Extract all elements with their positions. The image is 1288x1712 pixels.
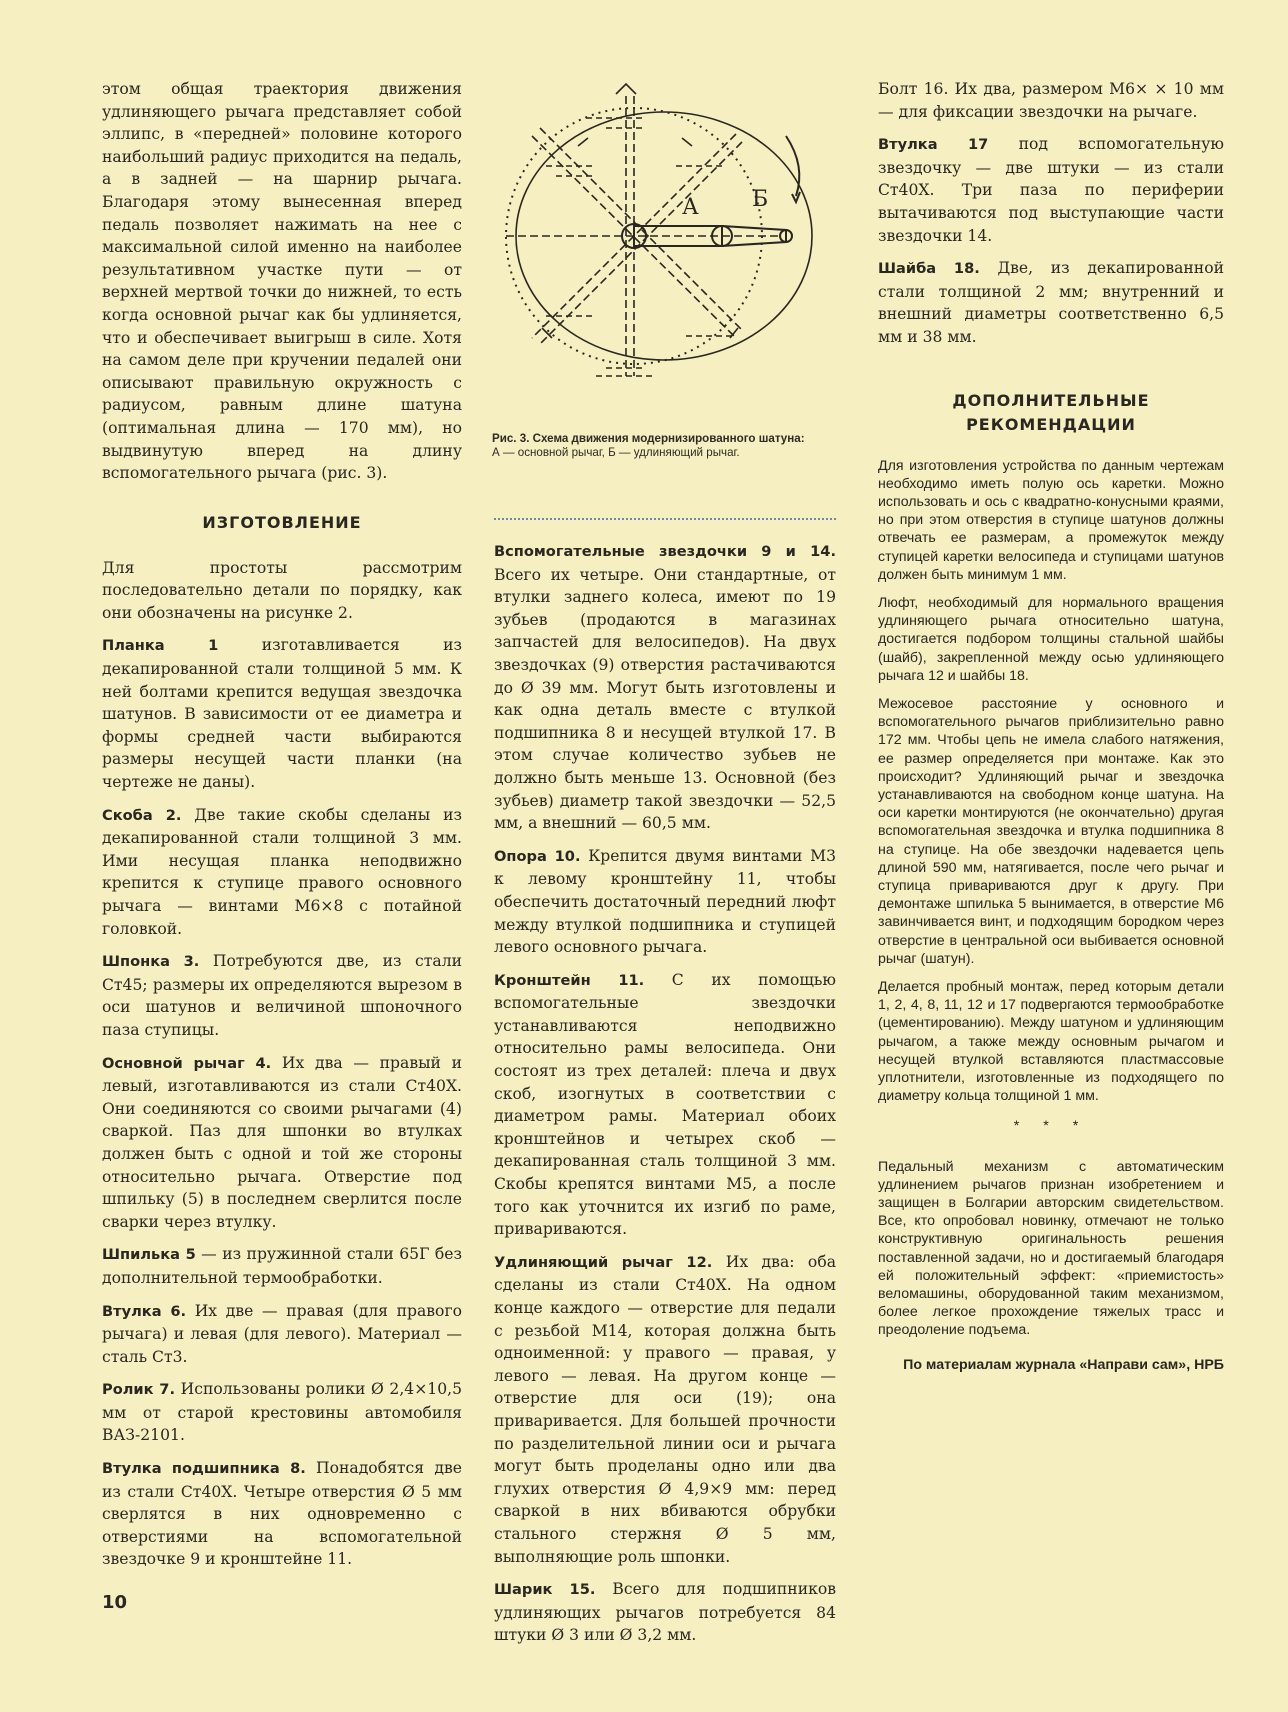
dotted-divider	[494, 518, 836, 520]
figure-caption	[492, 432, 836, 459]
column-1	[102, 78, 462, 1581]
item-paragraph: Шарик 15. Всего для подшипников удлиняющих рычагов потребуется 84 штуки Ø 3 или Ø 3,2 мм.	[494, 1580, 837, 1645]
heading-line-1: ДОПОЛНИТЕЛЬНЫЕ	[952, 390, 1150, 410]
item-paragraph: Втулка 17 под вспомогательную звездочку — две штуки — из стали Ст40Х. Три паза по периферии вытачиваются под выступающие части звездочки 14.	[878, 135, 1224, 245]
item-paragraph: Ролик 7. Использованы ролики Ø 2,4×10,5 мм от старой крестовины автомобиля ВАЗ-2101.	[102, 1380, 462, 1445]
section-heading-manufacturing: ИЗГОТОВЛЕНИЕ	[202, 512, 362, 532]
bolt-paragraph: Болт 16. Их два, размером М6× × 10 мм — для фиксации звездочки на рычаге.	[878, 80, 1224, 121]
figure-label-a: А	[682, 195, 699, 220]
column-3	[878, 78, 1224, 1384]
column-2	[494, 540, 836, 1657]
page-number: 10	[102, 1592, 128, 1613]
figure-label-b: Б	[752, 187, 769, 212]
item-paragraph: Планка 1 изготавливается из декапированной стали толщиной 5 мм. К ней болтами крепится ведущая звездочка шатунов. В зависимости от ее диаметра и формы средней части выбираются размеры несущей части планки (на чертеже не даны).	[102, 636, 462, 792]
item-paragraph: Втулка 6. Их две — правая (для правого рычага) и левая (для левого). Материал — сталь Ст3.	[102, 1301, 462, 1366]
item-paragraph: Вспомогательные звездочки 9 и 14. Всего их четыре. Они стандартные, от втулки заднего колеса, имеют по 19 зубьев (продаются в магазинах запчастей для велосипедов). На двух звездочках (9) отверстия растачиваются до Ø 39 мм. Могут быть изготовлены и как одна деталь вместе с втулкой подшипника 8 и несущей втулкой 17. В этом случае количество зубьев не должно быть меньше 13. Основной (без зубьев) диаметр такой звездочки — 52,5 мм, а внешний — 60,5 мм.	[494, 543, 836, 833]
caption-text: А — основной рычаг, Б — удлиняющий рычаг.	[492, 445, 740, 459]
item-paragraph: Опора 10. Крепится двумя винтами М3 к левому кронштейну 11, чтобы обеспечить достаточный передний люфт между втулкой подшипника и ступицей левого основного рычага.	[494, 846, 837, 957]
item-paragraph: Шпонка 3. Потребуются две, из стали Ст45; размеры их определяются вырезом в оси шатунов и величиной шпоночного паза ступицы.	[102, 952, 462, 1039]
item-paragraph: Втулка подшипника 8. Понадобятся две из стали Ст40Х. Четыре отверстия Ø 5 мм сверлятся в них одновременно с отверстиями на вспомогательной звездочке 9 и кронштейне 11.	[102, 1459, 462, 1569]
order-paragraph: Для простоты рассмотрим последовательно детали по порядку, как они обозначены на рисунке 2.	[102, 558, 462, 622]
recommendations-text	[878, 457, 1224, 1374]
source-attribution: По материалам журнала «Направи сам», НРБ	[903, 1356, 1224, 1373]
figure-3-diagram	[486, 76, 846, 406]
caption-title: Рис. 3. Схема движения модернизированного шатуна:	[492, 432, 805, 445]
item-paragraph: Основной рычаг 4. Их два — правый и левый, изготавливаются из стали Ст40Х. Они соединяются со своими рычагами (4) сваркой. Паз для шпонки во втулках должен быть с одной и той же стороны относительно рычага. Отверстие под шпильку (5) в последнем сверлится после сварки через втулку.	[102, 1053, 462, 1231]
final-paragraph: Педальный механизм с автоматическим удлинением рычагов признан изобретением и защищен в Болгарии авторским свидетельством. Все, кто опробовал новинку, отмечают не только конструктивную оригинальность решения поставленной задачи, но и достигаемый благодаря ей положительный эффект: «приемистость» веломашины, оборудованной таким механизмом, более легкое прохождение тяжелых трасс и преодоление подъема.	[878, 1158, 1224, 1339]
rec-paragraph: Люфт, необходимый для нормального вращения удлиняющего рычага относительно шатуна, достигается подбором толщины стальной шайбы (шайб), закрепленной между осью удлиняющего рычага 12 и шайбы 18.	[878, 594, 1224, 684]
item-paragraph: Шайба 18. Две, из декапированной стали толщиной 2 мм; внутренний и внешний диаметры соответственно 6,5 мм и 38 мм.	[878, 259, 1224, 346]
item-paragraph: Шпилька 5 — из пружинной стали 65Г без дополнительной термообработки.	[102, 1245, 462, 1287]
rec-paragraph: Для изготовления устройства по данным чертежам необходимо иметь полую ось каретки. Можно использовать и ось с квадратно-конусными краями, но при этом отверстия в ступице шатунов должны отвечать ее размерам, а промежуток между ступицей каретки велосипеда и ступицами шатунов должен быть минимум 1 мм.	[878, 457, 1224, 583]
rec-paragraph: Межосевое расстояние у основного и вспомогательного рычагов приблизительно равно 172 мм. Чтобы цепь не имела слабого натяжения, ее размер определяется при монтаже. Как это происходит? Удлиняющий рычаг и звездочка устанавливаются на свободном конце шатуна. На оси каретки монтируются (не окончательно) другая вспомогательная звездочка и втулка подшипника 8 на ступице. На обе звездочки надевается цепь длиной 590 мм, натягивается, после чего рычаг и ступица привариваются друг к другу. При демонтаже шпилька 5 вынимается, в отверстие М6 завинчивается винт, и подходящим бородком через отверстие в центральной оси выбивается основной рычаг (шатун).	[878, 695, 1224, 967]
section-heading-recommendations	[878, 389, 1224, 437]
item-paragraph: Скоба 2. Две такие скобы сделаны из декапированной стали толщиной 3 мм. Ими несущая планка неподвижно крепится к ступице правого основного рычага — винтами М6×8 с потайной головкой.	[102, 805, 462, 938]
intro-paragraph: этом общая траектория движения удлиняющего рычага представляет собой эллипс, в «передней» половине которого наибольший радиус приходится на педаль, а в задней — на шарнир рычага. Благодаря этому вынесенная вперед педаль позволяет нажимать на нее с максимальной силой именно на наиболее результативном участке пути — от верхней мертвой точки до нижней, то есть когда основной рычаг как бы удлиняется, что и обеспечивает выигрыш в силе. Хотя на самом деле при кручении педалей они описывают правильную окружность с радиусом, равным длине шатуна (оптимальная длина — 170 мм), но выдвинутую вперед на длину вспомогательного рычага (рис. 3).	[102, 80, 462, 483]
heading-line-2: РЕКОМЕНДАЦИИ	[966, 414, 1136, 434]
rec-paragraph: Делается пробный монтаж, перед которым детали 1, 2, 4, 8, 11, 12 и 17 подвергаются термообработке (цементированию). Между шатуном и удлиняющим рычагом, а также между основным рычагом и несущей втулкой вставляются пластмассовые уплотнители, изготовленные из подходящего по диаметру кольца толщиной 1 мм.	[878, 979, 1224, 1105]
section-separator-stars: * * *	[1013, 1118, 1089, 1135]
item-paragraph: Кронштейн 11. С их помощью вспомогательные звездочки устанавливаются неподвижно относительно рамы велосипеда. Они состоят из трех деталей: плеча и двух скоб, изогнутых в соответствии с диаметром рамы. Материал обоих кронштейнов и четырех скоб — декапированная сталь толщиной 3 мм. Скобы крепятся винтами М5, а после того как уточнится их изгиб по раме, привариваются.	[494, 970, 836, 1239]
item-paragraph: Удлиняющий рычаг 12. Их два: оба сделаны из стали Ст40Х. На одном конце каждого — отверстие для педали с резьбой М14, которая должна быть одноименной: у правого — правая, у левого — левая. На другом конце — отверстие для оси (19); она приваривается. Для большей прочности по разделительной линии оси и рычага могут быть проделаны одно или два глухих отверстия Ø 4,9×9 мм: перед сваркой в них вбиваются обрубки стального стержня Ø 5 мм, выполняющие роль шпонки.	[494, 1252, 836, 1566]
